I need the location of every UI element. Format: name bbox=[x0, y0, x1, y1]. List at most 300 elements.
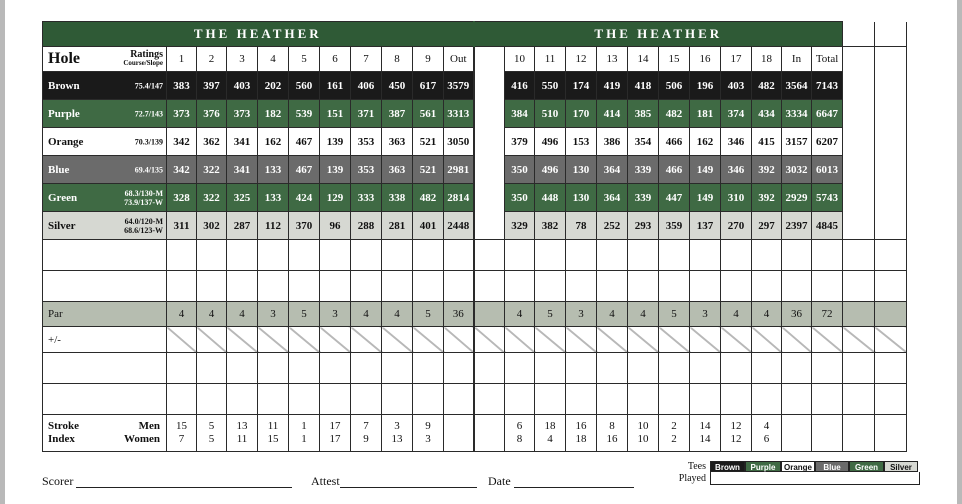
yardage: 447 bbox=[659, 184, 690, 212]
handicap-cell[interactable] bbox=[843, 353, 875, 384]
yardage: 353 bbox=[351, 156, 382, 184]
score-cell[interactable] bbox=[690, 353, 721, 384]
par-value: 4 bbox=[197, 302, 227, 327]
women-index: 3 bbox=[425, 433, 431, 445]
plus-minus-cell[interactable] bbox=[197, 327, 227, 353]
plus-minus-cell[interactable] bbox=[320, 327, 351, 353]
score-cell[interactable] bbox=[382, 240, 413, 271]
out-header: Out bbox=[444, 47, 474, 72]
yardage: 130 bbox=[566, 156, 597, 184]
men-index: 3 bbox=[394, 420, 400, 432]
scorer-field[interactable] bbox=[76, 487, 292, 488]
handicap-cell[interactable] bbox=[843, 384, 875, 415]
tee-rating bbox=[124, 189, 163, 207]
yardage: 374 bbox=[721, 100, 752, 128]
par-value: 3 bbox=[690, 302, 721, 327]
score-cell[interactable] bbox=[752, 353, 782, 384]
yardage: 370 bbox=[289, 212, 320, 240]
out-yardage: 2448 bbox=[444, 212, 474, 240]
yardage: 392 bbox=[752, 156, 782, 184]
stroke-initials-blank bbox=[474, 415, 505, 452]
handicap-cell[interactable] bbox=[843, 271, 875, 302]
men-index: 2 bbox=[671, 420, 677, 432]
score-cell[interactable] bbox=[597, 384, 628, 415]
yardage: 133 bbox=[258, 184, 289, 212]
attest-field[interactable] bbox=[340, 487, 477, 488]
stroke-index-cell bbox=[320, 415, 351, 452]
plus-minus-cell[interactable] bbox=[875, 327, 907, 353]
plus-minus-cell[interactable] bbox=[721, 327, 752, 353]
score-cell[interactable] bbox=[413, 384, 444, 415]
score-cell[interactable] bbox=[413, 271, 444, 302]
out-yardage: 2981 bbox=[444, 156, 474, 184]
score-cell[interactable] bbox=[566, 353, 597, 384]
men-index: 11 bbox=[267, 420, 279, 432]
men-index: 5 bbox=[208, 420, 215, 432]
initials-cell[interactable] bbox=[474, 353, 505, 384]
yardage: 403 bbox=[227, 72, 258, 100]
player-name-cell[interactable] bbox=[43, 240, 167, 271]
stroke-in-blank bbox=[782, 415, 812, 452]
par-value: 4 bbox=[167, 302, 197, 327]
score-cell[interactable] bbox=[721, 271, 752, 302]
plus-minus-row bbox=[43, 327, 907, 353]
plus-minus-cell[interactable] bbox=[812, 327, 843, 353]
score-cell[interactable] bbox=[227, 271, 258, 302]
yardage: 342 bbox=[167, 128, 197, 156]
women-index: 6 bbox=[763, 433, 770, 445]
plus-minus-cell[interactable] bbox=[597, 327, 628, 353]
plus-minus-cell[interactable] bbox=[382, 327, 413, 353]
yardage: 202 bbox=[258, 72, 289, 100]
yardage: 371 bbox=[351, 100, 382, 128]
par-row bbox=[43, 302, 907, 327]
yardage: 415 bbox=[752, 128, 782, 156]
handicap-cell[interactable] bbox=[843, 240, 875, 271]
tee-name-blue bbox=[43, 156, 167, 184]
yardage: 424 bbox=[289, 184, 320, 212]
score-cell[interactable] bbox=[782, 384, 812, 415]
initials-cell[interactable] bbox=[474, 240, 505, 271]
women-index: 13 bbox=[391, 433, 403, 445]
score-cell[interactable] bbox=[444, 353, 474, 384]
score-cell[interactable] bbox=[505, 384, 535, 415]
par-value: 5 bbox=[289, 302, 320, 327]
net-score-cell[interactable] bbox=[875, 240, 907, 271]
banner-row bbox=[43, 22, 907, 47]
stroke-index-cell bbox=[721, 415, 752, 452]
out-yardage: 3050 bbox=[444, 128, 474, 156]
yardage: 130 bbox=[566, 184, 597, 212]
in-yardage: 3157 bbox=[782, 128, 812, 156]
women-index: 4 bbox=[547, 433, 553, 445]
score-cell[interactable] bbox=[227, 240, 258, 271]
tee-name: Brown bbox=[48, 79, 80, 92]
score-cell[interactable] bbox=[258, 271, 289, 302]
yardage: 376 bbox=[197, 100, 227, 128]
score-cell[interactable] bbox=[535, 353, 566, 384]
men-index: 18 bbox=[544, 420, 556, 432]
yardage: 133 bbox=[258, 156, 289, 184]
score-cell[interactable] bbox=[351, 240, 382, 271]
plus-minus-cell[interactable] bbox=[659, 327, 690, 353]
yardage: 617 bbox=[413, 72, 444, 100]
yardage: 467 bbox=[289, 128, 320, 156]
score-cell[interactable] bbox=[535, 384, 566, 415]
blank-score-row bbox=[43, 271, 907, 302]
yardage: 196 bbox=[690, 72, 721, 100]
yardage: 252 bbox=[597, 212, 628, 240]
score-cell[interactable] bbox=[351, 353, 382, 384]
tees-played-top: Tees bbox=[687, 461, 706, 472]
hole-number: 14 bbox=[628, 47, 659, 72]
score-cell[interactable] bbox=[566, 240, 597, 271]
hole-number: 10 bbox=[505, 47, 535, 72]
hole-number: 6 bbox=[320, 47, 351, 72]
score-cell[interactable] bbox=[566, 271, 597, 302]
score-cell[interactable] bbox=[597, 353, 628, 384]
score-cell[interactable] bbox=[690, 240, 721, 271]
score-cell[interactable] bbox=[535, 271, 566, 302]
tee-box-brown[interactable]: Brown bbox=[710, 461, 745, 472]
women-index: 1 bbox=[301, 433, 307, 445]
yardage: 302 bbox=[197, 212, 227, 240]
scorer-label: Scorer bbox=[42, 474, 74, 488]
tee-rating bbox=[135, 165, 163, 174]
score-cell[interactable] bbox=[444, 240, 474, 271]
score-cell[interactable] bbox=[752, 240, 782, 271]
tee-name-purple bbox=[43, 100, 167, 128]
yardage: 359 bbox=[659, 212, 690, 240]
yardage: 419 bbox=[597, 72, 628, 100]
yardage: 506 bbox=[659, 72, 690, 100]
rating-value: 75.4/147 bbox=[134, 81, 163, 90]
yardage: 363 bbox=[382, 156, 413, 184]
out-yardage: 3579 bbox=[444, 72, 474, 100]
plus-minus-cell[interactable] bbox=[167, 327, 197, 353]
banner-blank bbox=[843, 22, 875, 47]
women-index: 18 bbox=[575, 433, 587, 445]
score-cell[interactable] bbox=[382, 271, 413, 302]
yardage: 560 bbox=[289, 72, 320, 100]
tee-rating bbox=[124, 217, 163, 235]
score-cell[interactable] bbox=[812, 353, 843, 384]
stroke-net-blank bbox=[875, 415, 907, 452]
men-index: 8 bbox=[609, 420, 615, 432]
tee-name: Orange bbox=[48, 135, 84, 148]
score-cell[interactable] bbox=[197, 271, 227, 302]
plus-minus-cell[interactable] bbox=[843, 327, 875, 353]
yardage: 329 bbox=[505, 212, 535, 240]
yardage: 310 bbox=[721, 184, 752, 212]
tee-box-blue[interactable]: Blue bbox=[815, 461, 849, 472]
stroke-index-cell bbox=[597, 415, 628, 452]
score-cell[interactable] bbox=[227, 384, 258, 415]
par-value: 3 bbox=[320, 302, 351, 327]
stroke-index-cell bbox=[535, 415, 566, 452]
yardage: 325 bbox=[227, 184, 258, 212]
tee-box-silver[interactable]: Silver bbox=[884, 461, 918, 472]
score-cell[interactable] bbox=[289, 384, 320, 415]
score-cell[interactable] bbox=[597, 271, 628, 302]
yardage: 362 bbox=[197, 128, 227, 156]
score-cell[interactable] bbox=[782, 353, 812, 384]
score-cell[interactable] bbox=[721, 384, 752, 415]
plus-minus-cell[interactable] bbox=[227, 327, 258, 353]
plus-minus-cell[interactable] bbox=[505, 327, 535, 353]
score-cell[interactable] bbox=[258, 384, 289, 415]
score-cell[interactable] bbox=[628, 353, 659, 384]
score-cell[interactable] bbox=[721, 353, 752, 384]
rating-value: 69.4/135 bbox=[134, 165, 163, 174]
score-cell[interactable] bbox=[782, 240, 812, 271]
score-cell[interactable] bbox=[197, 384, 227, 415]
women-index: 8 bbox=[516, 433, 523, 445]
plus-minus-cell[interactable] bbox=[535, 327, 566, 353]
yardage: 149 bbox=[690, 156, 721, 184]
net-score-cell[interactable] bbox=[875, 271, 907, 302]
yardage: 406 bbox=[351, 72, 382, 100]
score-cell[interactable] bbox=[167, 240, 197, 271]
hole-number: 2 bbox=[197, 47, 227, 72]
women-index: 17 bbox=[329, 433, 341, 445]
score-cell[interactable] bbox=[752, 384, 782, 415]
score-cell[interactable] bbox=[659, 240, 690, 271]
men-label: Men bbox=[138, 420, 160, 432]
index-label: Index bbox=[48, 433, 75, 445]
tee-name-silver bbox=[43, 212, 167, 240]
score-cell[interactable] bbox=[628, 271, 659, 302]
yardage: 363 bbox=[382, 128, 413, 156]
score-cell[interactable] bbox=[320, 353, 351, 384]
player-name-cell[interactable] bbox=[43, 353, 167, 384]
score-cell[interactable] bbox=[413, 240, 444, 271]
score-cell[interactable] bbox=[721, 240, 752, 271]
tee-box-purple[interactable]: Purple bbox=[745, 461, 781, 472]
score-cell[interactable] bbox=[812, 240, 843, 271]
tee-rating bbox=[135, 81, 163, 90]
plus-minus-cell[interactable] bbox=[628, 327, 659, 353]
initials-cell[interactable] bbox=[474, 271, 505, 302]
yardage: 339 bbox=[628, 156, 659, 184]
yardage: 384 bbox=[505, 100, 535, 128]
par-value: 4 bbox=[752, 302, 782, 327]
score-cell[interactable] bbox=[382, 353, 413, 384]
score-cell[interactable] bbox=[752, 271, 782, 302]
total-yardage: 6013 bbox=[812, 156, 843, 184]
tee-name: Silver bbox=[48, 219, 76, 232]
plus-minus-cell[interactable] bbox=[566, 327, 597, 353]
yardage: 139 bbox=[320, 128, 351, 156]
initials-column bbox=[474, 47, 505, 240]
score-cell[interactable] bbox=[535, 240, 566, 271]
score-cell[interactable] bbox=[782, 271, 812, 302]
banner-blank bbox=[875, 22, 907, 47]
yardage: 328 bbox=[167, 184, 197, 212]
score-cell[interactable] bbox=[197, 353, 227, 384]
score-cell[interactable] bbox=[505, 240, 535, 271]
score-cell[interactable] bbox=[628, 240, 659, 271]
yardage: 96 bbox=[320, 212, 351, 240]
yardage: 387 bbox=[382, 100, 413, 128]
yardage: 434 bbox=[752, 100, 782, 128]
stroke-label: Stroke bbox=[48, 420, 79, 432]
women-index: 12 bbox=[730, 433, 742, 445]
score-cell[interactable] bbox=[690, 271, 721, 302]
header-row bbox=[43, 47, 907, 72]
par-value: 4 bbox=[505, 302, 535, 327]
stroke-index-cell bbox=[382, 415, 413, 452]
plus-minus-cell[interactable] bbox=[474, 327, 505, 353]
yardage: 137 bbox=[690, 212, 721, 240]
women-index: 5 bbox=[208, 433, 215, 445]
ratings-header bbox=[123, 50, 163, 68]
stroke-index-cell bbox=[566, 415, 597, 452]
stroke-index-row bbox=[43, 415, 907, 452]
hole-number: 12 bbox=[566, 47, 597, 72]
plus-minus-cell[interactable] bbox=[444, 327, 474, 353]
men-index: 14 bbox=[699, 420, 711, 432]
par-value: 3 bbox=[258, 302, 289, 327]
par-value: 4 bbox=[227, 302, 258, 327]
in-yardage: 3334 bbox=[782, 100, 812, 128]
plus-minus-cell[interactable] bbox=[289, 327, 320, 353]
hole-number: 3 bbox=[227, 47, 258, 72]
par-initials-blank bbox=[474, 302, 505, 327]
initials-label: INITIALS bbox=[501, 107, 505, 179]
hole-rating-header bbox=[43, 47, 167, 72]
total-header: Total bbox=[812, 47, 843, 72]
yardage: 550 bbox=[535, 72, 566, 100]
stroke-index-cell bbox=[289, 415, 320, 452]
hole-number: 1 bbox=[167, 47, 197, 72]
stroke-index-cell bbox=[659, 415, 690, 452]
score-cell[interactable] bbox=[289, 353, 320, 384]
stroke-index-cell bbox=[505, 415, 535, 452]
yardage: 287 bbox=[227, 212, 258, 240]
stroke-index-cell bbox=[752, 415, 782, 452]
score-cell[interactable] bbox=[566, 384, 597, 415]
score-cell[interactable] bbox=[258, 353, 289, 384]
rating-value: 73.9/137-W bbox=[124, 197, 163, 207]
yardage: 182 bbox=[258, 100, 289, 128]
hole-number: 4 bbox=[258, 47, 289, 72]
score-cell[interactable] bbox=[628, 384, 659, 415]
yardage: 322 bbox=[197, 156, 227, 184]
score-cell[interactable] bbox=[227, 353, 258, 384]
yardage: 270 bbox=[721, 212, 752, 240]
score-cell[interactable] bbox=[351, 271, 382, 302]
score-cell[interactable] bbox=[444, 384, 474, 415]
score-cell[interactable] bbox=[351, 384, 382, 415]
in-yardage: 3564 bbox=[782, 72, 812, 100]
date-field[interactable] bbox=[514, 487, 634, 488]
yardage: 354 bbox=[628, 128, 659, 156]
women-index: 15 bbox=[267, 433, 279, 445]
score-cell[interactable] bbox=[167, 271, 197, 302]
yardage: 346 bbox=[721, 128, 752, 156]
rating-value: 68.6/123-W bbox=[124, 225, 163, 235]
yardage: 149 bbox=[690, 184, 721, 212]
net-score-cell[interactable] bbox=[875, 353, 907, 384]
score-cell[interactable] bbox=[505, 353, 535, 384]
player-name-cell[interactable] bbox=[43, 271, 167, 302]
score-cell[interactable] bbox=[690, 384, 721, 415]
score-cell[interactable] bbox=[505, 271, 535, 302]
score-cell[interactable] bbox=[167, 384, 197, 415]
yardage: 466 bbox=[659, 156, 690, 184]
yardage: 482 bbox=[659, 100, 690, 128]
hole-label: Hole bbox=[48, 50, 80, 67]
score-cell[interactable] bbox=[320, 271, 351, 302]
plus-minus-cell[interactable] bbox=[752, 327, 782, 353]
plus-minus-cell[interactable] bbox=[351, 327, 382, 353]
yardage: 161 bbox=[320, 72, 351, 100]
score-cell[interactable] bbox=[812, 384, 843, 415]
stroke-handicap-blank bbox=[843, 415, 875, 452]
tees-played-checkbox-row[interactable] bbox=[710, 472, 920, 485]
par-in: 36 bbox=[782, 302, 812, 327]
total-yardage: 6647 bbox=[812, 100, 843, 128]
score-cell[interactable] bbox=[258, 240, 289, 271]
initials-cell[interactable] bbox=[474, 384, 505, 415]
score-cell[interactable] bbox=[597, 240, 628, 271]
yardage: 466 bbox=[659, 128, 690, 156]
plus-minus-cell[interactable] bbox=[258, 327, 289, 353]
yardage: 341 bbox=[227, 128, 258, 156]
score-cell[interactable] bbox=[289, 271, 320, 302]
score-cell[interactable] bbox=[444, 271, 474, 302]
yardage: 403 bbox=[721, 72, 752, 100]
tee-box-green[interactable]: Green bbox=[849, 461, 884, 472]
tee-box-orange[interactable]: Orange bbox=[781, 461, 815, 472]
tees-played-bottom: Played bbox=[678, 473, 706, 484]
yardage: 496 bbox=[535, 128, 566, 156]
score-cell[interactable] bbox=[659, 384, 690, 415]
score-cell[interactable] bbox=[320, 240, 351, 271]
left-frame bbox=[0, 0, 5, 504]
out-yardage: 2814 bbox=[444, 184, 474, 212]
score-cell[interactable] bbox=[659, 271, 690, 302]
hole-number: 17 bbox=[721, 47, 752, 72]
score-cell[interactable] bbox=[197, 240, 227, 271]
hole-number: 13 bbox=[597, 47, 628, 72]
score-cell[interactable] bbox=[382, 384, 413, 415]
plus-minus-cell[interactable] bbox=[690, 327, 721, 353]
blank-score-row bbox=[43, 240, 907, 271]
back-course-banner: THE HEATHER bbox=[474, 22, 843, 47]
in-yardage: 3032 bbox=[782, 156, 812, 184]
score-cell[interactable] bbox=[413, 353, 444, 384]
plus-minus-cell[interactable] bbox=[413, 327, 444, 353]
blank-score-row bbox=[43, 384, 907, 415]
plus-minus-cell[interactable] bbox=[782, 327, 812, 353]
score-cell[interactable] bbox=[659, 353, 690, 384]
men-index: 9 bbox=[425, 420, 431, 432]
score-cell[interactable] bbox=[812, 271, 843, 302]
net-score-cell[interactable] bbox=[875, 384, 907, 415]
yardage: 364 bbox=[597, 184, 628, 212]
par-value: 5 bbox=[659, 302, 690, 327]
yardage: 386 bbox=[597, 128, 628, 156]
player-name-cell[interactable] bbox=[43, 384, 167, 415]
score-cell[interactable] bbox=[289, 240, 320, 271]
yardage: 353 bbox=[351, 128, 382, 156]
score-cell[interactable] bbox=[167, 353, 197, 384]
score-cell[interactable] bbox=[320, 384, 351, 415]
yardage: 448 bbox=[535, 184, 566, 212]
yardage: 450 bbox=[382, 72, 413, 100]
